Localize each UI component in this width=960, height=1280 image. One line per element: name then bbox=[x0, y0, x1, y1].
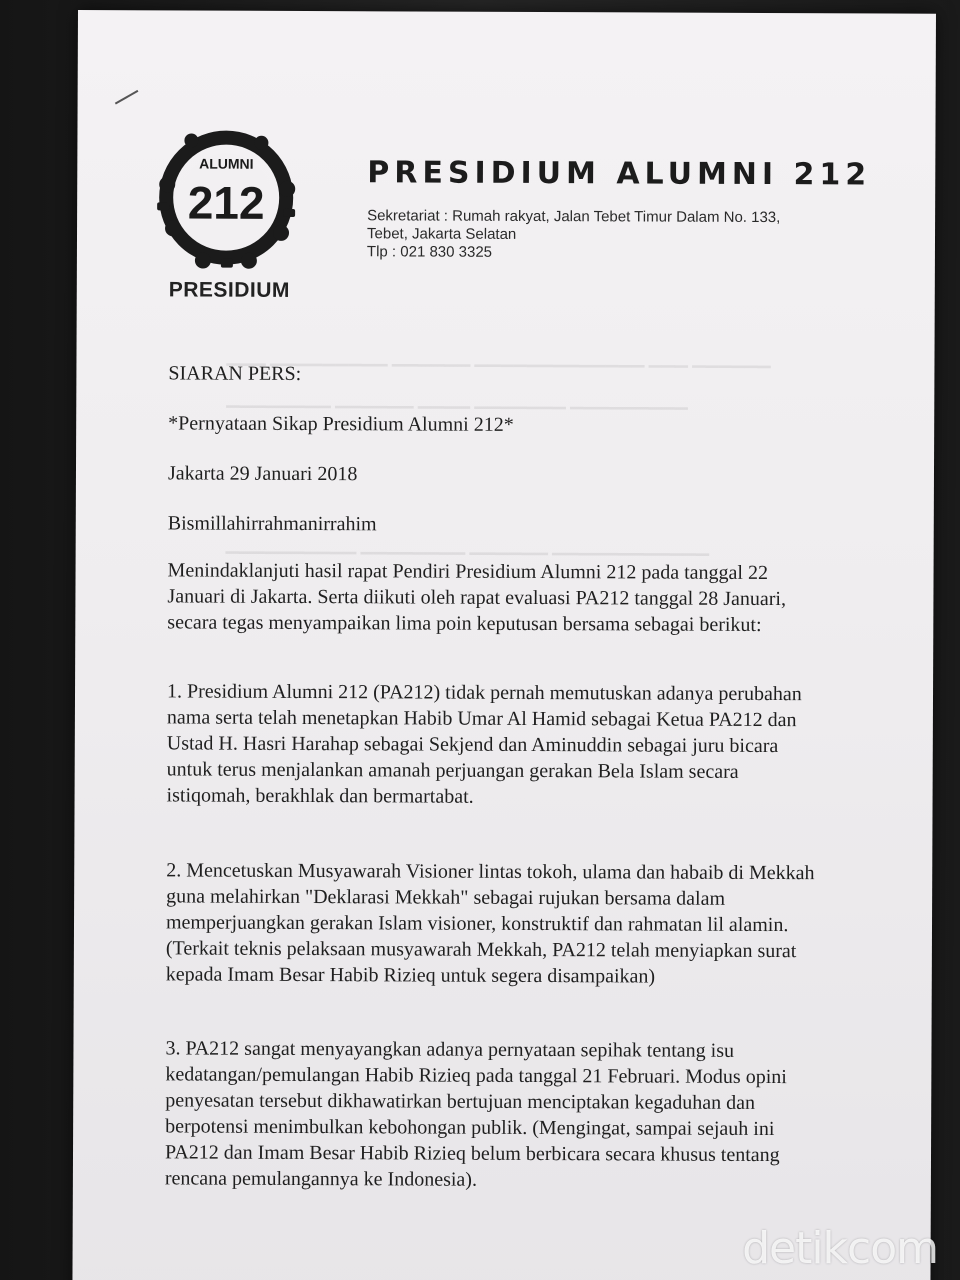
point-item: 3. PA212 sangat menyayangkan adanya pernyataan sepihak tentang isu kedatangan/pemulangan Habib Rizieq pada tanggal 21 Februari. Modus opini penyesatan tersebut dikhawatirkan bertujuan menciptakan kegaduhan dan berpotensi menimbulkan kebohongan publik. (Mengingat, sampai sejauh ini PA212 dan Imam Besar Habib Rizieq belum berbicara secara khusus tentang rencana pemulangannya ke Indonesia). bbox=[164, 1037, 787, 1191]
organization-name: PRESIDIUM ALUMNI 212 bbox=[367, 155, 872, 193]
point-item: 1. Presidium Alumni 212 (PA212) tidak pernah memutuskan adanya perubahan nama serta telah menetapkan Habib Umar Al Hamid sebagai Ketua PA212 dan Ustad H. Hasri Harahap sebagai Sekjend dan Aminuddin sebagai juru bicara untuk terus menjalankan amanah perjuangan gerakan Bela Islam secara istiqomah, berakhlak dan bermartabat. bbox=[166, 680, 802, 808]
logo-text-top: ALUMNI bbox=[199, 155, 254, 172]
show-through: ▁▁▁▁▁▁▁▁ ▁▁▁▁▁▁ ▁▁▁▁ ▁▁▁▁▁▁▁ ▁▁▁▁▁▁▁▁▁ bbox=[226, 388, 688, 410]
pen-mark bbox=[115, 90, 139, 105]
address-line-1: Sekretariat : Rumah rakyat, Jalan Tebet Timur Dalam No. 133, bbox=[367, 207, 781, 227]
phone-number: Tlp : 021 830 3325 bbox=[366, 243, 493, 261]
opening-phrase: Bismillahirrahmanirrahim bbox=[167, 512, 377, 536]
show-through: ▁▁▁▁▁▁▁▁▁▁ ▁▁▁▁▁▁▁▁ ▁▁▁▁▁▁ ▁▁▁▁▁▁▁▁▁▁▁▁ bbox=[225, 534, 710, 556]
address-line-2: Tebet, Jakarta Selatan bbox=[366, 225, 517, 243]
watermark-text: detikcom bbox=[742, 1223, 938, 1274]
logo-text-number: 212 bbox=[187, 176, 265, 229]
logo-caption: PRESIDIUM bbox=[168, 278, 291, 302]
statement-title: *Pernyataan Sikap Presidium Alumni 212* bbox=[168, 412, 514, 436]
point-item: 2. Mencetuskan Musyawarah Visioner lintas tokoh, ulama dan habaib di Mekkah guna melahirkan "Deklarasi Mekkah" sebagai rujukan bersama dalam memperjuangkan gerakan Islam visioner, konstruktif dan rahmatan lil alamin. (Terkait teknis pelaksaan musyawarah Mekkah, PA212 telah menyiapkan surat kepada Imam Besar Habib Rizieq untuk segera disampaikan) bbox=[165, 859, 815, 988]
document-date: Jakarta 29 Januari 2018 bbox=[167, 462, 358, 486]
press-release-label: SIARAN PERS: bbox=[168, 362, 302, 385]
alumni-212-logo-icon bbox=[151, 122, 302, 273]
intro-paragraph: Menindaklanjuti hasil rapat Pendiri Presidium Alumni 212 pada tanggal 22 Januari di Jakarta. Serta diikuti oleh rapat evaluasi PA212 tanggal 28 Januari, secara tegas menyampaikan lima poin keputusan bersama sebagai berikut: bbox=[167, 559, 787, 636]
show-through: ▁▁▁ ▁▁▁▁▁▁▁▁▁ ▁▁▁▁▁▁ ▁▁▁▁▁▁▁▁▁▁▁▁▁ ▁▁▁ ▁▁▁▁▁▁ bbox=[226, 346, 771, 369]
document-page bbox=[72, 10, 936, 1280]
